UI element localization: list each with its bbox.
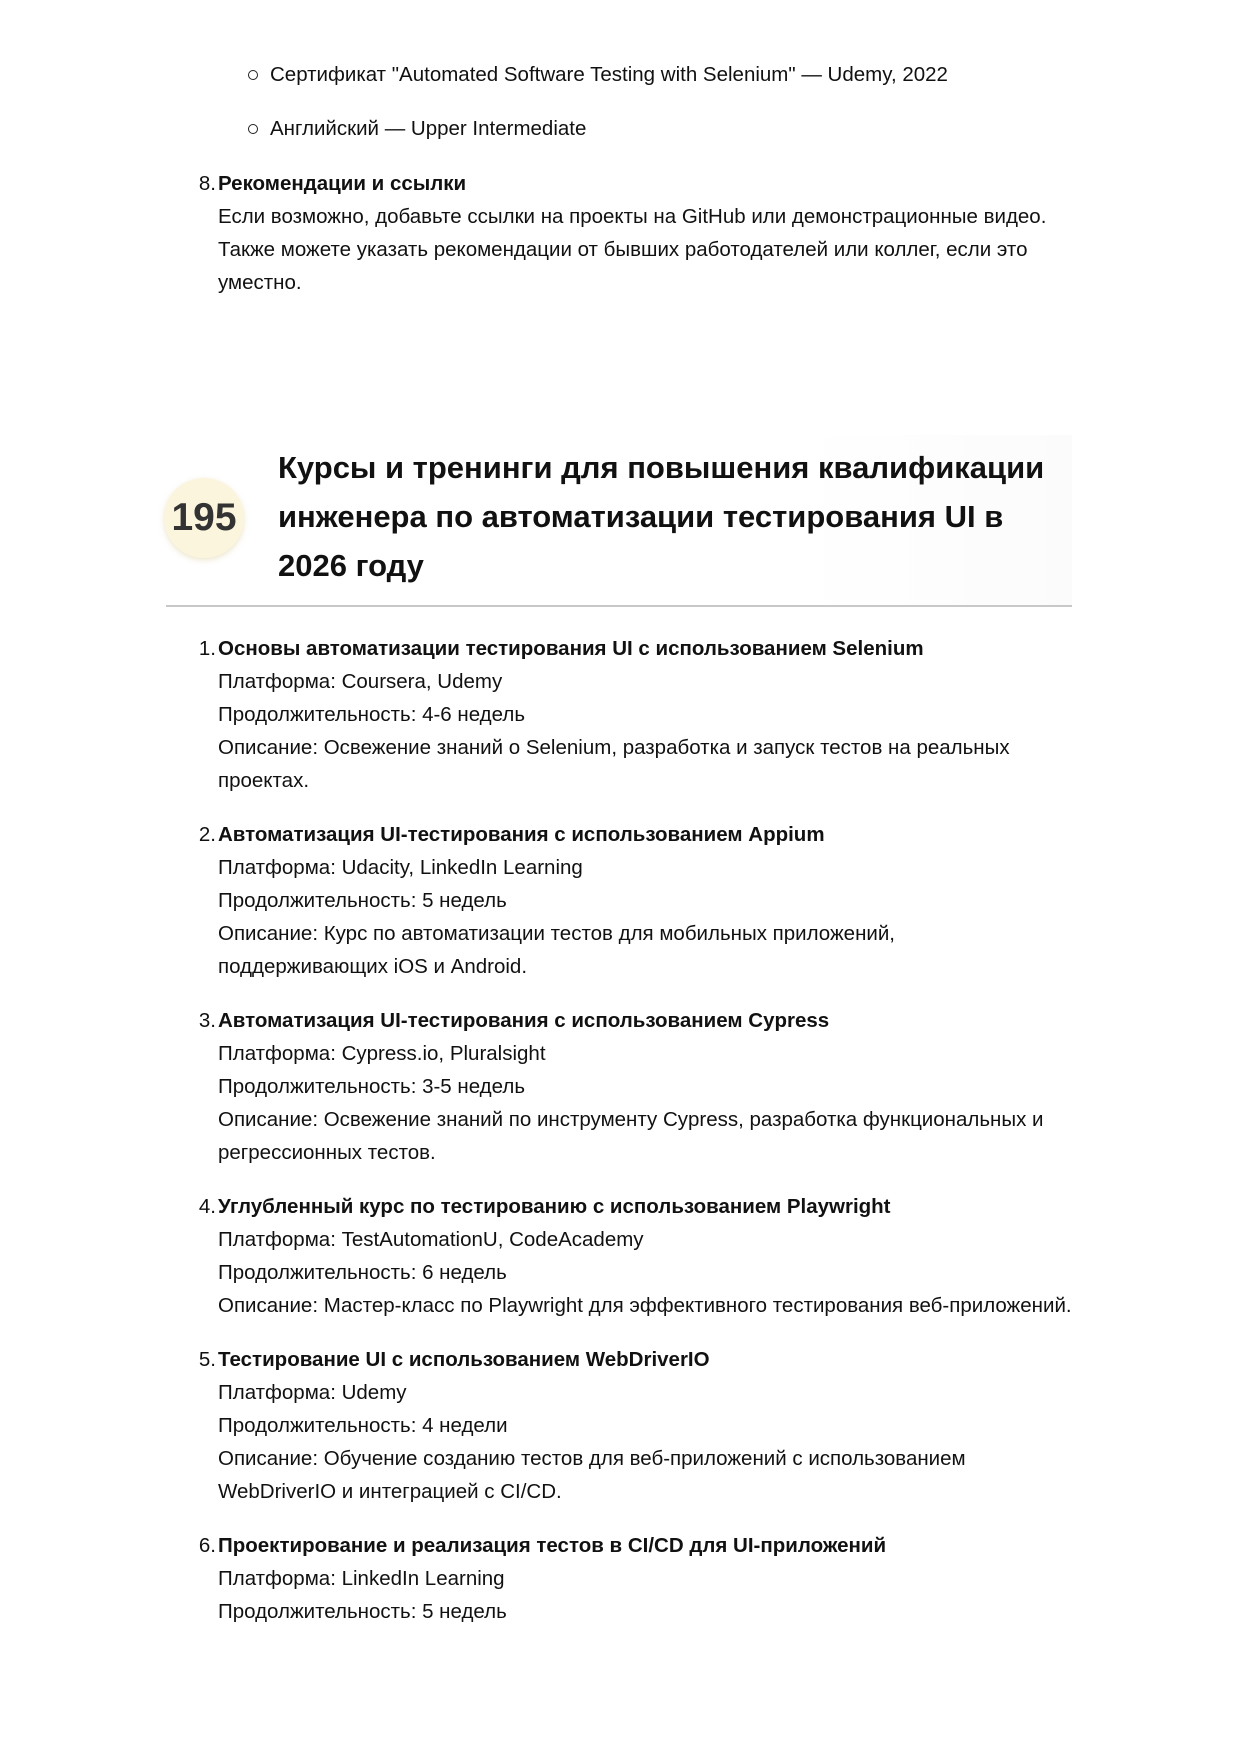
list-item (248, 112, 1088, 145)
course-title: Тестирование UI с использованием WebDriverIO (218, 1348, 710, 1371)
course-description: Описание: Освежение знаний о Selenium, разработка и запуск тестов на реальных (218, 736, 1010, 759)
bullet-text: Сертификат "Automated Software Testing with Selenium" — Udemy, 2022 (270, 63, 948, 86)
course-description: регрессионных тестов. (218, 1141, 436, 1164)
course-platform: Платформа: Cypress.io, Pluralsight (218, 1042, 546, 1065)
section-number-badge: 195 (164, 478, 244, 558)
item-line: Также можете указать рекомендации от бывших работодателей или коллег, если это (218, 238, 1028, 261)
course-description: Описание: Обучение созданию тестов для веб-приложений с использованием (218, 1447, 966, 1470)
course-title: Основы автоматизации тестирования UI с использованием Selenium (218, 637, 924, 660)
certificates-list (248, 58, 1088, 166)
course-title: Углубленный курс по тестированию с использованием Playwright (218, 1195, 891, 1218)
course-description: поддерживающих iOS и Android. (218, 955, 528, 978)
course-duration: Продолжительность: 4 недели (218, 1414, 508, 1437)
section-title-line: Курсы и тренинги для повышения квалификации (278, 450, 1045, 485)
course-description: проектах. (218, 769, 310, 792)
course-duration: Продолжительность: 3-5 недель (218, 1075, 525, 1098)
course-platform: Платформа: TestAutomationU, CodeAcademy (218, 1228, 644, 1251)
course-duration: Продолжительность: 6 недель (218, 1261, 507, 1284)
course-duration: Продолжительность: 5 недель (218, 889, 507, 912)
item-line: уместно. (218, 271, 302, 294)
list-item (248, 58, 1088, 91)
item-title: Рекомендации и ссылки (218, 172, 467, 195)
item-number: 1. (198, 637, 216, 660)
item-number: 3. (198, 1009, 216, 1032)
course-description: Описание: Мастер-класс по Playwright для эффективного тестирования веб-приложений. (218, 1294, 1072, 1317)
bullet-text: Английский — Upper Intermediate (270, 117, 587, 140)
item-number: 5. (198, 1348, 216, 1371)
course-description: Описание: Курс по автоматизации тестов для мобильных приложений, (218, 922, 896, 945)
circle-bullet-icon (248, 70, 258, 80)
course-title: Автоматизация UI-тестирования с использованием Cypress (218, 1009, 830, 1032)
section-title (278, 443, 1068, 590)
item-line: Если возможно, добавьте ссылки на проекты на GitHub или демонстрационные видео. (218, 205, 1047, 228)
course-duration: Продолжительность: 4-6 недель (218, 703, 525, 726)
course-duration: Продолжительность: 5 недель (218, 1600, 507, 1623)
item-number: 4. (198, 1195, 216, 1218)
section-title-line: 2026 году (278, 548, 424, 583)
course-title: Проектирование и реализация тестов в CI/CD для UI-приложений (218, 1534, 887, 1557)
item-number: 6. (198, 1534, 216, 1557)
item-number: 2. (198, 823, 216, 846)
section-title-line: инженера по автоматизации тестирования UI в (278, 499, 1004, 534)
course-platform: Платформа: LinkedIn Learning (218, 1567, 505, 1590)
course-title: Автоматизация UI-тестирования с использованием Appium (218, 823, 825, 846)
course-platform: Платформа: Udacity, LinkedIn Learning (218, 856, 583, 879)
course-platform: Платформа: Udemy (218, 1381, 407, 1404)
circle-bullet-icon (248, 124, 258, 134)
item-number: 8. (198, 172, 216, 195)
course-description: WebDriverIO и интеграцией с CI/CD. (218, 1480, 562, 1503)
course-platform: Платформа: Coursera, Udemy (218, 670, 503, 693)
course-description: Описание: Освежение знаний по инструменту Cypress, разработка функциональных и (218, 1108, 1044, 1131)
